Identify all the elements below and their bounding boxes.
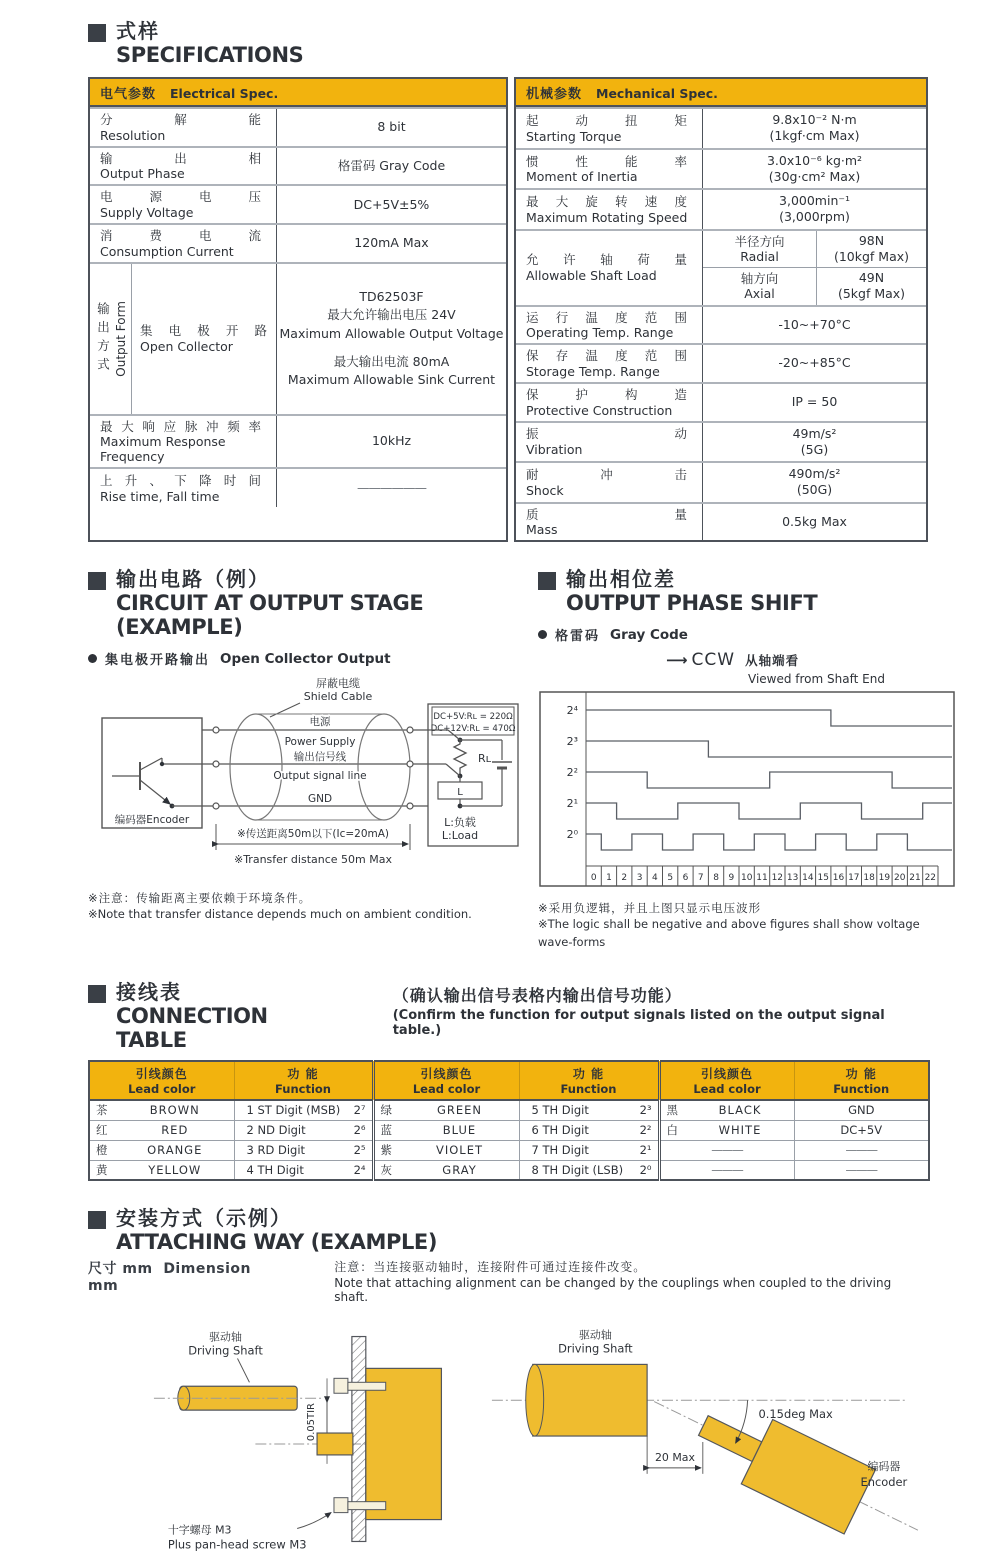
svg-text:12: 12 <box>771 873 784 884</box>
load-label-zh: L:负载 <box>444 816 476 830</box>
ccw-direction: ⟶ CCW 从轴端看 <box>666 650 800 671</box>
signal-label-en: Output signal line <box>273 770 367 783</box>
screw-shaft-top <box>348 1383 386 1391</box>
col-header-function: 功 能 Function <box>234 1061 373 1100</box>
gray-code-bullet: 格雷码 Gray Code <box>538 625 956 644</box>
circuit-section <box>88 568 524 951</box>
table-row: 保存温度范围 Storage Temp. Range -20~+85°C <box>516 343 926 382</box>
rl-note-1: DC+5V:Rʟ = 220Ω <box>433 712 513 723</box>
terminal <box>407 727 413 733</box>
bullet-icon <box>88 654 97 663</box>
circuit-note-en: ※Note that transfer distance depends much on ambient condition. <box>88 907 472 922</box>
svg-text:22: 22 <box>924 873 937 884</box>
load-box-label: L <box>457 787 463 799</box>
shield-cable-label-en: Shield Cable <box>303 690 373 704</box>
screw-head-top <box>334 1379 348 1394</box>
table-row: 起动扭矩 Starting Torque 9.8x10⁻² N·m (1kgf·cm Max) <box>516 107 926 148</box>
gnd-label: GND <box>307 793 333 806</box>
phase-note-en: ※The logic shall be negative and above figures shall show voltage wave-forms <box>538 917 920 949</box>
table-row: 输出相 Output Phase 格雷码 Gray Code <box>90 146 506 185</box>
svg-text:11: 11 <box>756 873 768 884</box>
specs-title-zh: 式样 <box>116 19 160 43</box>
attaching-way-section <box>88 1207 928 1562</box>
shaft-load-radial: 半径方向 Radial 98N (10kgf Max) <box>703 231 926 268</box>
mechanical-spec-header <box>516 79 926 107</box>
svg-text:2: 2 <box>621 873 628 884</box>
gap-dimension-label: 20 Max <box>655 1451 696 1465</box>
svg-text:6: 6 <box>682 873 689 884</box>
svg-text:20: 20 <box>893 873 906 884</box>
svg-text:7: 7 <box>697 873 704 884</box>
section-marker <box>88 985 106 1003</box>
attach-note-en: Note that attaching alignment can be changed by the couplings when coupled to the driving shaft. <box>334 1276 892 1305</box>
ccw-arrow-icon: ⟶ <box>666 651 688 670</box>
phase-note-zh: ※采用负逻辑，并且上图只显示电压波形 <box>538 901 762 916</box>
output-form-value: TD62503F 最大允许输出电压 24V Maximum Allowable Output Voltage 最大输出电流 80mA Maximum Allowable Sink Current <box>279 289 504 387</box>
open-collector-bullet: 集电极开路输出 Open Collector Output <box>88 649 524 668</box>
connection-note-en: (Confirm the function for output signals listed on the output signal table.) <box>392 1007 885 1038</box>
encoder-box <box>102 718 202 828</box>
svg-text:1: 1 <box>606 873 612 884</box>
svg-text:4: 4 <box>652 873 658 884</box>
encoder-body <box>742 1420 876 1535</box>
svg-text:2⁴: 2⁴ <box>566 704 578 718</box>
table-row: 最大旋转速度 Maximum Rotating Speed 3,000min⁻¹ (3,000rpm) <box>516 188 926 229</box>
shaft-load-row: 允许轴荷量 Allowable Shaft Load 半径方向 Radial 98N (10kgf Max) 轴方向 Axial 49N (5kgf Max) <box>516 229 926 305</box>
mechanical-header-zh: 机械参数 <box>526 87 583 103</box>
attach-title-zh: 安装方式（示例） <box>116 1206 292 1231</box>
svg-text:5: 5 <box>667 873 674 884</box>
col-header-lead-color: 引线颜色 Lead color <box>659 1061 794 1100</box>
specs-title-en: SPECIFICATIONS <box>116 43 304 67</box>
electrical-spec-table <box>88 77 508 542</box>
col-header-function: 功 能 Function <box>794 1061 929 1100</box>
section-marker <box>88 24 106 42</box>
encoder-label-zh: 编码器 <box>867 1460 901 1474</box>
svg-text:9: 9 <box>728 873 735 884</box>
screw-label-en: Plus pan-head screw M3 <box>167 1537 307 1552</box>
encoder-body <box>366 1369 442 1520</box>
attaching-drawing-inline <box>138 1322 452 1557</box>
col-header-lead-color: 引线颜色 Lead color <box>89 1061 234 1100</box>
shaft-load-axial: 轴方向 Axial 49N (5kgf Max) <box>703 267 926 305</box>
driving-shaft-label-zh: 驱动轴 <box>579 1328 613 1342</box>
svg-text:15: 15 <box>817 873 829 884</box>
table-row: 红 RED 2 ND Digit 2⁶ 蓝 BLUE 6 TH Digit 2² 白 WHITE DC+5V <box>89 1120 929 1140</box>
table-row: 最大响应脉冲频率 Maximum Response Frequency 10kHz <box>90 414 506 468</box>
svg-text:18: 18 <box>863 873 875 884</box>
terminal <box>213 761 219 767</box>
electrical-header-en: Electrical Spec. <box>170 86 279 102</box>
connection-note-zh: （确认输出信号表格内输出信号功能） <box>392 985 682 1005</box>
col-header-function: 功 能 Function <box>519 1061 659 1100</box>
svg-text:13: 13 <box>786 873 799 884</box>
signal-label-zh: 输出信号线 <box>293 751 347 764</box>
circuit-title-en: CIRCUIT AT OUTPUT STAGE (EXAMPLE) <box>116 591 424 640</box>
svg-text:3: 3 <box>636 873 643 884</box>
svg-text:16: 16 <box>832 873 845 884</box>
specifications-heading <box>88 20 928 67</box>
connection-title-zh: 接线表 <box>116 979 182 1004</box>
terminal <box>407 761 413 767</box>
svg-text:8: 8 <box>713 873 719 884</box>
power-label-zh: 电源 <box>309 716 331 729</box>
load-label-en: L:Load <box>441 829 479 843</box>
table-row: 运行温度范围 Operating Temp. Range -10~+70°C <box>516 305 926 344</box>
angle-label: 0.15deg Max <box>758 1407 834 1422</box>
svg-text:2³: 2³ <box>566 735 578 749</box>
dimension-label: 尺寸 mm Dimension mm <box>88 1261 251 1295</box>
section-marker <box>88 1211 106 1229</box>
table-row: 橙 ORANGE 3 RD Digit 2⁵ 紫 VIOLET 7 TH Digit 2¹ ——— ——— <box>89 1140 929 1160</box>
table-row: 黄 YELLOW 4 TH Digit 2⁴ 灰 GRAY 8 TH Digit (LSB) 2⁰ ——— ——— <box>89 1160 929 1180</box>
electrical-header-zh: 电气参数 <box>100 87 157 103</box>
section-marker <box>88 572 106 590</box>
driving-shaft-label-en: Driving Shaft <box>558 1341 634 1356</box>
svg-text:2¹: 2¹ <box>566 797 578 811</box>
screw-shaft-bottom <box>348 1502 386 1510</box>
table-row: 耐冲击 Shock 490m/s² (50G) <box>516 461 926 502</box>
svg-text:2²: 2² <box>566 766 578 780</box>
rl-resistor <box>454 740 466 774</box>
section-marker <box>538 572 556 590</box>
table-row: 保护构造 Protective Construction IP = 50 <box>516 382 926 421</box>
phase-title-en: OUTPUT PHASE SHIFT <box>566 591 818 616</box>
svg-text:19: 19 <box>878 873 891 884</box>
table-row: 惯性能率 Moment of Inertia 3.0x10⁻⁶ kg·m² (30g·cm² Max) <box>516 148 926 189</box>
output-form-row <box>90 262 506 414</box>
bullet-icon <box>538 630 547 639</box>
circuit-title-zh: 输出电路（例） <box>116 567 270 592</box>
gray-code-waveform-chart <box>538 690 956 890</box>
encoder-label: 编码器Encoder <box>114 814 190 827</box>
circuit-note-zh: ※注意：传输距离主要依赖于环境条件。 <box>88 891 312 906</box>
svg-text:10: 10 <box>740 873 753 884</box>
table-row: 质量 Mass 0.5kg Max <box>516 502 926 541</box>
mounting-plate <box>352 1337 366 1542</box>
svg-text:2⁰: 2⁰ <box>566 828 578 842</box>
driving-shaft-cylinder <box>533 1365 647 1437</box>
transfer-distance-en: ※Transfer distance 50m Max <box>233 853 393 867</box>
table-row: 茶 BROWN 1 ST Digit (MSB) 2⁷ 绿 GREEN 5 TH Digit 2³ 黑 BLACK GND <box>89 1100 929 1120</box>
terminal <box>213 803 219 809</box>
svg-text:21: 21 <box>909 873 921 884</box>
attaching-drawing-coupled <box>478 1322 928 1562</box>
power-label-en: Power Supply <box>284 736 356 749</box>
tir-dimension: 0.05TIR <box>306 1403 318 1442</box>
svg-text:14: 14 <box>802 873 814 884</box>
terminal <box>407 803 413 809</box>
table-row: 上升、下降时间 Rise time, Fall time —————— <box>90 467 506 507</box>
rl-label: Rʟ <box>478 752 492 766</box>
mechanical-spec-table <box>514 77 928 542</box>
attach-note-zh: 注意：当连接驱动轴时，连接附件可通过连接件改变。 <box>334 1260 647 1275</box>
connection-table-section <box>88 981 928 1181</box>
spec-tables <box>88 77 928 542</box>
rl-note-2: DC+12V:Rʟ = 470Ω <box>430 724 516 735</box>
mechanical-header-en: Mechanical Spec. <box>596 86 718 102</box>
shield-cable-label-zh: 屏蔽电缆 <box>316 677 360 691</box>
output-form-side: 输出方式 Output Form <box>90 264 132 414</box>
svg-text:17: 17 <box>848 873 860 884</box>
connection-header-row <box>89 1061 929 1100</box>
table-row: 电源电压 Supply Voltage DC+5V±5% <box>90 184 506 223</box>
table-row: 消费电流 Consumption Current 120mA Max <box>90 223 506 262</box>
svg-text:0: 0 <box>590 873 597 884</box>
phase-shift-section <box>538 568 956 951</box>
viewed-from-shaft-end: Viewed from Shaft End <box>748 672 885 687</box>
phase-title-zh: 输出相位差 <box>566 567 676 592</box>
terminal <box>213 727 219 733</box>
connection-table <box>88 1060 930 1181</box>
col-header-lead-color: 引线颜色 Lead color <box>373 1061 519 1100</box>
transfer-distance-zh: ※传送距离50m以下(Ic=20mA) <box>236 828 390 841</box>
screw-label-zh: 十字螺母 M3 <box>167 1523 232 1537</box>
encoder-shaft <box>317 1433 353 1455</box>
attach-title-en: ATTACHING WAY (EXAMPLE) <box>116 1230 438 1255</box>
circuit-diagram <box>88 674 524 876</box>
table-row: 分解能 Resolution 8 bit <box>90 107 506 146</box>
table-row: 振动 Vibration 49m/s² (5G) <box>516 421 926 462</box>
driving-shaft-label-zh: 驱动轴 <box>209 1330 242 1344</box>
connection-title-en: CONNECTION TABLE <box>116 1003 268 1052</box>
screw-head-bottom <box>334 1498 348 1513</box>
transistor-emitter <box>140 780 170 804</box>
encoder-shaft <box>699 1416 762 1462</box>
encoder-label-en: Encoder <box>860 1474 908 1489</box>
electrical-spec-header <box>90 79 506 107</box>
driving-shaft-label-en: Driving Shaft <box>188 1343 263 1358</box>
output-form-type: 集电极开路 Open Collector <box>132 264 277 414</box>
